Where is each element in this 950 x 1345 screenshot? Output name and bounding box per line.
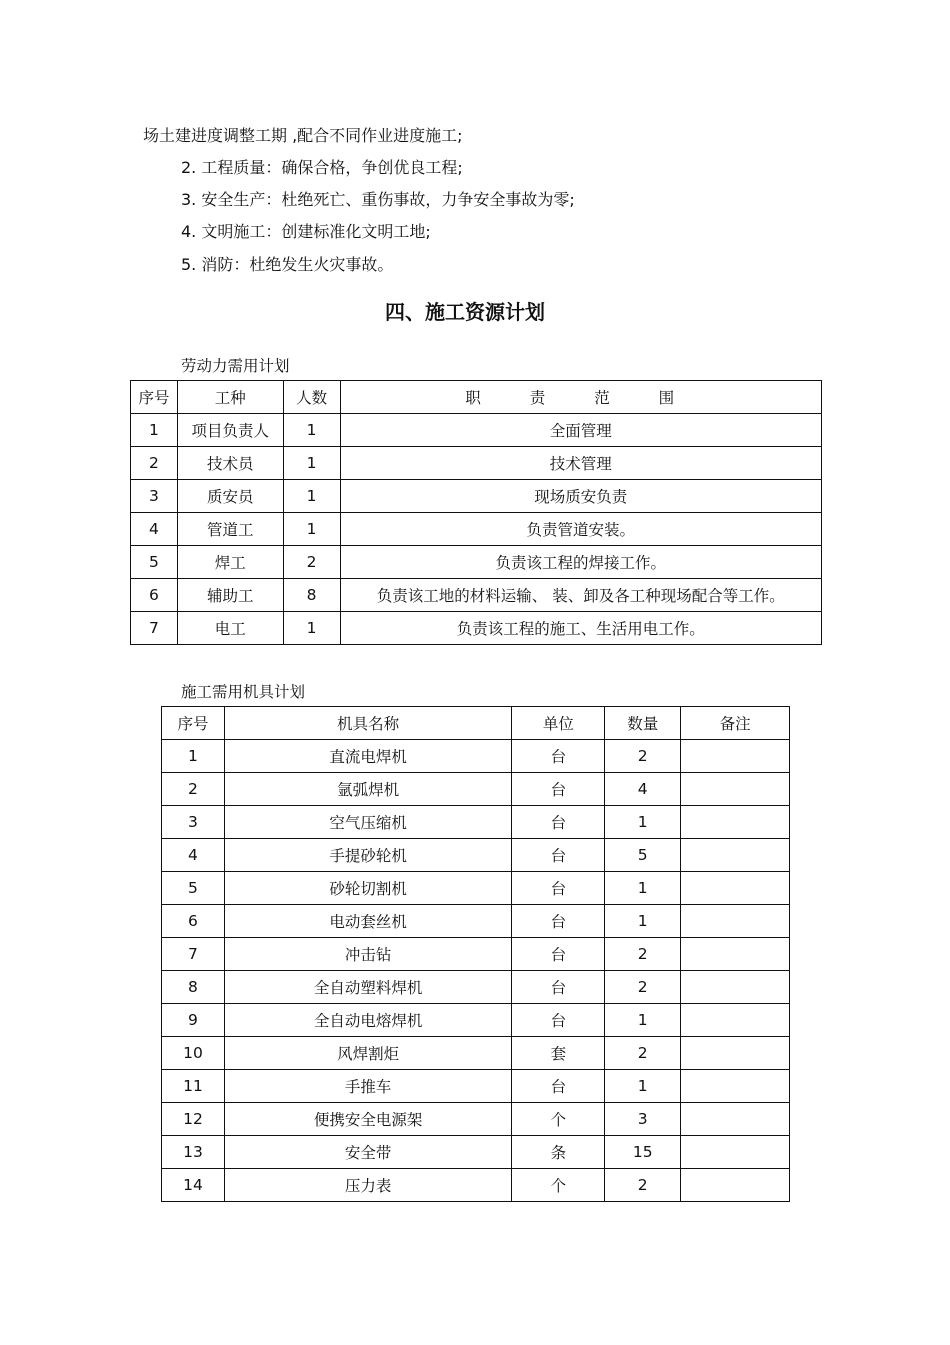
- table-cell: [681, 806, 790, 839]
- table-cell: 14: [162, 1169, 225, 1202]
- table-cell: 台: [512, 938, 605, 971]
- paragraph-line: 2. 工程质量：确保合格，争创优良工程;: [181, 158, 463, 177]
- table-cell: 3: [162, 806, 225, 839]
- header-cell: 单位: [512, 707, 605, 740]
- table-cell: 管道工: [177, 513, 283, 546]
- table-cell: 负责该工地的材料运输、 装、卸及各工种现场配合等工作。: [340, 579, 821, 612]
- table-cell: 2: [283, 546, 340, 579]
- header-cell: 人数: [283, 381, 340, 414]
- table-cell: 10: [162, 1037, 225, 1070]
- table-cell: 直流电焊机: [224, 740, 512, 773]
- header-cell: 序号: [131, 381, 178, 414]
- table-cell: 12: [162, 1103, 225, 1136]
- table-cell: 5: [605, 839, 681, 872]
- table-cell: 7: [131, 612, 178, 645]
- table-cell: 台: [512, 905, 605, 938]
- table-row: [162, 773, 790, 806]
- table-cell: 手推车: [224, 1070, 512, 1103]
- table-row: [162, 938, 790, 971]
- table-cell: 全面管理: [340, 414, 821, 447]
- table-cell: [681, 938, 790, 971]
- table-cell: 手提砂轮机: [224, 839, 512, 872]
- table-cell: 1: [283, 612, 340, 645]
- table-cell: [681, 872, 790, 905]
- table-cell: 项目负责人: [177, 414, 283, 447]
- table-cell: 台: [512, 740, 605, 773]
- table-cell: [681, 1136, 790, 1169]
- table-cell: 技术员: [177, 447, 283, 480]
- labor-table: [130, 380, 822, 645]
- table-cell: 压力表: [224, 1169, 512, 1202]
- table-cell: 11: [162, 1070, 225, 1103]
- table-cell: 1: [605, 1004, 681, 1037]
- table-cell: 台: [512, 1070, 605, 1103]
- table-cell: 1: [283, 513, 340, 546]
- table-cell: 8: [162, 971, 225, 1004]
- table-row: [162, 872, 790, 905]
- table-cell: 冲击钻: [224, 938, 512, 971]
- table-cell: [681, 1004, 790, 1037]
- table-cell: [681, 740, 790, 773]
- table-cell: 台: [512, 872, 605, 905]
- table-cell: 电工: [177, 612, 283, 645]
- table-cell: 便携安全电源架: [224, 1103, 512, 1136]
- table-cell: 台: [512, 839, 605, 872]
- table-cell: 现场质安负责: [340, 480, 821, 513]
- table-cell: 套: [512, 1037, 605, 1070]
- table-cell: 台: [512, 806, 605, 839]
- table-cell: 焊工: [177, 546, 283, 579]
- table-cell: 风焊割炬: [224, 1037, 512, 1070]
- table-cell: [681, 1070, 790, 1103]
- table-header-row: [162, 707, 790, 740]
- table-cell: 7: [162, 938, 225, 971]
- table-cell: 1: [162, 740, 225, 773]
- header-cell: 数量: [605, 707, 681, 740]
- table-row: [162, 905, 790, 938]
- header-cell: 工种: [177, 381, 283, 414]
- table-row: [131, 612, 822, 645]
- table-cell: 2: [605, 1037, 681, 1070]
- table-row: [162, 1004, 790, 1037]
- table-cell: 全自动电熔焊机: [224, 1004, 512, 1037]
- table-cell: [681, 971, 790, 1004]
- table-cell: 负责该工程的焊接工作。: [340, 546, 821, 579]
- table-cell: 3: [605, 1103, 681, 1136]
- table-header-row: [131, 381, 822, 414]
- table-cell: 电动套丝机: [224, 905, 512, 938]
- table-cell: 1: [605, 905, 681, 938]
- paragraph-line: 4. 文明施工：创建标准化文明工地;: [181, 222, 431, 241]
- table-cell: 全自动塑料焊机: [224, 971, 512, 1004]
- table-row: [162, 971, 790, 1004]
- table-row: [131, 480, 822, 513]
- section-title: 四、施工资源计划: [385, 300, 545, 324]
- table-row: [131, 447, 822, 480]
- table-row: [162, 740, 790, 773]
- table-cell: [681, 1103, 790, 1136]
- table-cell: 1: [605, 872, 681, 905]
- table-cell: 负责该工程的施工、生活用电工作。: [340, 612, 821, 645]
- tools-table: [161, 706, 790, 1202]
- table-cell: 3: [131, 480, 178, 513]
- table-cell: 2: [605, 740, 681, 773]
- table-cell: 个: [512, 1103, 605, 1136]
- table-cell: 5: [162, 872, 225, 905]
- table-cell: 5: [131, 546, 178, 579]
- paragraph-line: 5. 消防：杜绝发生火灾事故。: [181, 255, 394, 274]
- table-cell: 辅助工: [177, 579, 283, 612]
- table-cell: [681, 905, 790, 938]
- paragraph-line: 场土建进度调整工期 ,配合不同作业进度施工;: [143, 126, 463, 145]
- table-cell: 2: [162, 773, 225, 806]
- table-cell: 4: [162, 839, 225, 872]
- table-cell: [681, 773, 790, 806]
- table-cell: 质安员: [177, 480, 283, 513]
- table-cell: 2: [605, 1169, 681, 1202]
- table-row: [162, 1037, 790, 1070]
- table-cell: 4: [605, 773, 681, 806]
- table-row: [131, 579, 822, 612]
- table-row: [162, 806, 790, 839]
- table-cell: 6: [162, 905, 225, 938]
- table-cell: 1: [283, 414, 340, 447]
- table-cell: 台: [512, 1004, 605, 1037]
- table-cell: 4: [131, 513, 178, 546]
- table-row: [131, 546, 822, 579]
- header-cell: 机具名称: [224, 707, 512, 740]
- table-cell: 空气压缩机: [224, 806, 512, 839]
- table-cell: 条: [512, 1136, 605, 1169]
- paragraph-line: 3. 安全生产：杜绝死亡、重伤事故，力争安全事故为零;: [181, 190, 575, 209]
- table-cell: [681, 839, 790, 872]
- table-cell: 6: [131, 579, 178, 612]
- table-cell: 9: [162, 1004, 225, 1037]
- table-row: [131, 513, 822, 546]
- table-row: [131, 414, 822, 447]
- table-cell: 2: [605, 938, 681, 971]
- table-cell: 2: [605, 971, 681, 1004]
- table-cell: 安全带: [224, 1136, 512, 1169]
- header-cell: 职 责 范 围: [340, 381, 821, 414]
- table-cell: 1: [131, 414, 178, 447]
- table-row: [162, 839, 790, 872]
- table-row: [162, 1136, 790, 1169]
- table-cell: 2: [131, 447, 178, 480]
- table-cell: [681, 1169, 790, 1202]
- table-cell: 13: [162, 1136, 225, 1169]
- table-cell: 8: [283, 579, 340, 612]
- tools-table-caption: 施工需用机具计划: [181, 683, 306, 701]
- table-row: [162, 1103, 790, 1136]
- header-cell: 序号: [162, 707, 225, 740]
- labor-table-caption: 劳动力需用计划: [181, 357, 290, 375]
- table-cell: 1: [605, 1070, 681, 1103]
- table-cell: 技术管理: [340, 447, 821, 480]
- table-cell: 台: [512, 773, 605, 806]
- table-row: [162, 1169, 790, 1202]
- table-cell: 1: [605, 806, 681, 839]
- table-cell: [681, 1037, 790, 1070]
- table-row: [162, 1070, 790, 1103]
- table-cell: 个: [512, 1169, 605, 1202]
- table-cell: 1: [283, 480, 340, 513]
- table-cell: 15: [605, 1136, 681, 1169]
- header-cell: 备注: [681, 707, 790, 740]
- table-cell: 台: [512, 971, 605, 1004]
- table-cell: 负责管道安装。: [340, 513, 821, 546]
- table-cell: 氩弧焊机: [224, 773, 512, 806]
- table-cell: 1: [283, 447, 340, 480]
- table-cell: 砂轮切割机: [224, 872, 512, 905]
